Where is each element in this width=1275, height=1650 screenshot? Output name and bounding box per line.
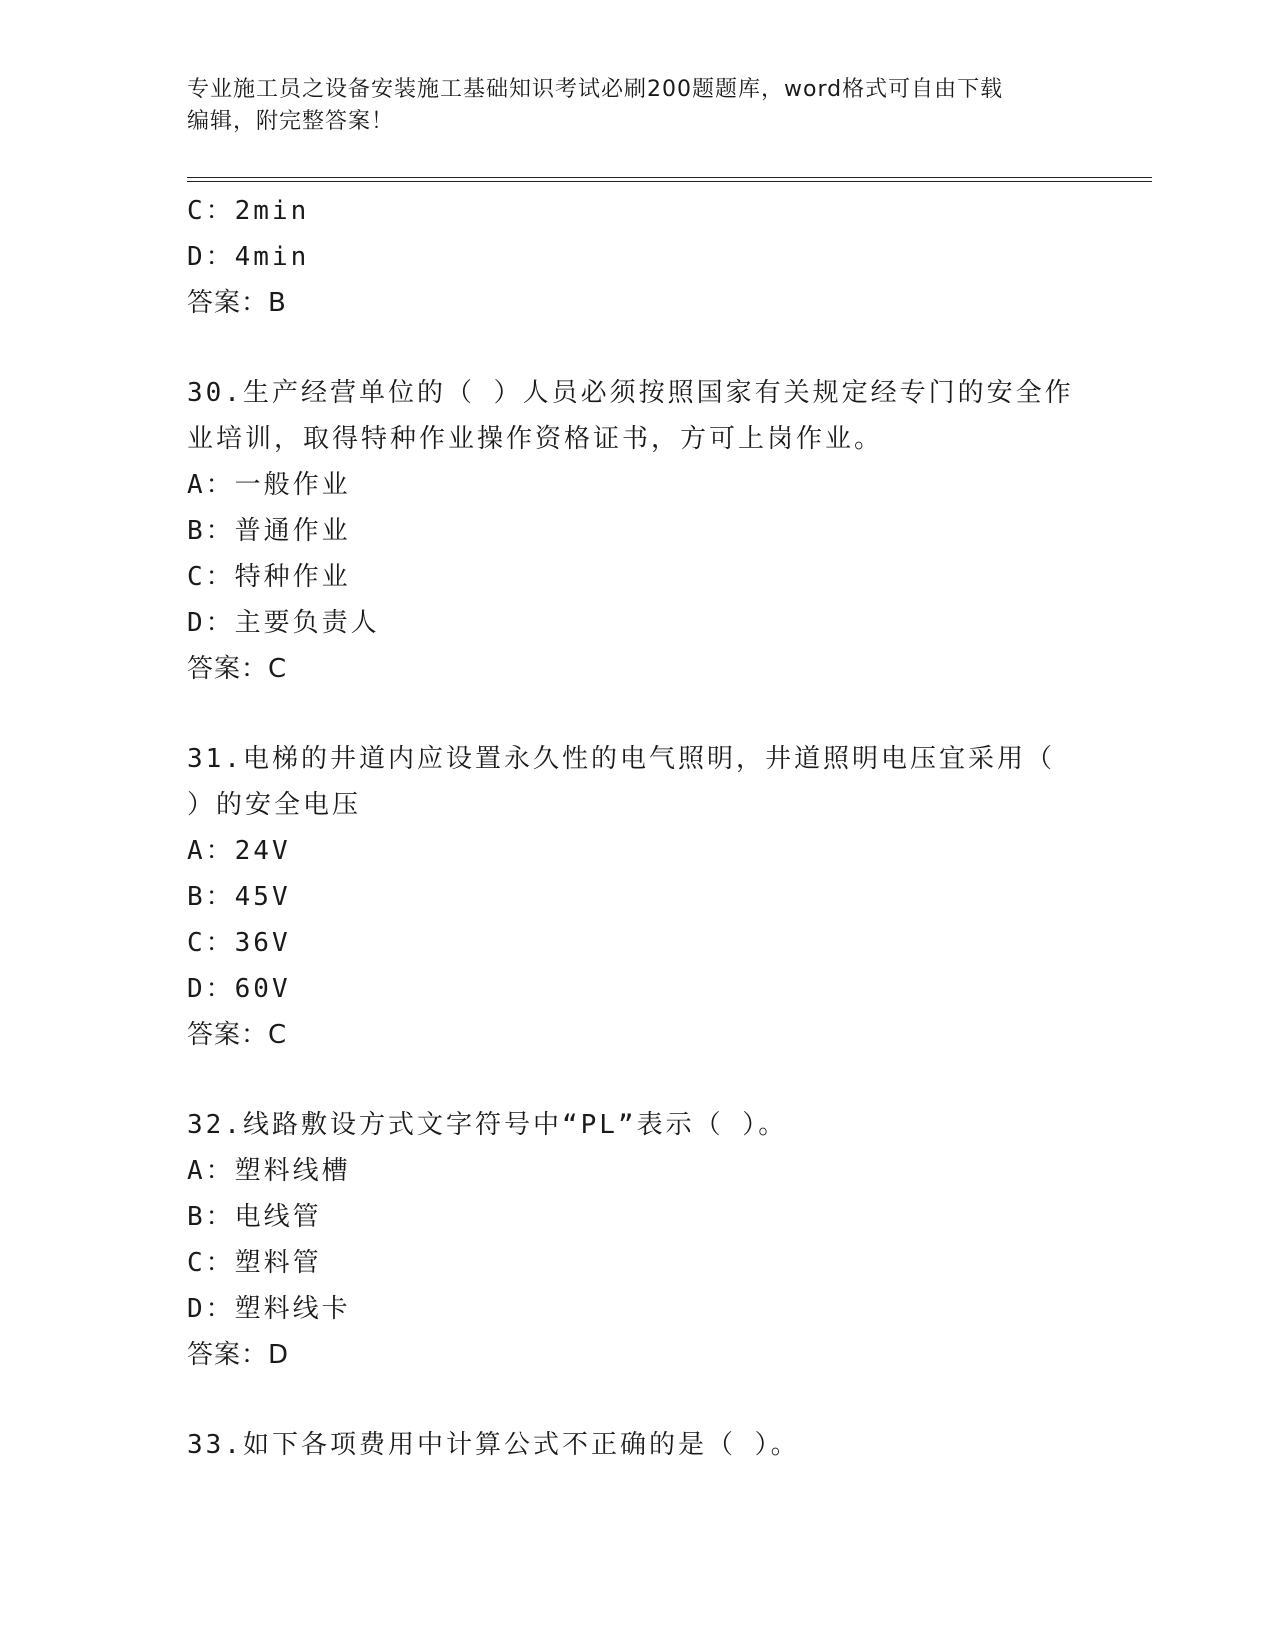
document-header (187, 74, 1067, 138)
answer: 答案：D (187, 1340, 290, 1370)
question-stem-continued: 业培训，取得特种作业操作资格证书，方可上岗作业。 (187, 424, 884, 454)
question-32 (187, 1102, 1067, 1378)
header-divider-bottom (187, 181, 1152, 182)
option-d: D：60V (187, 974, 291, 1004)
question-33 (187, 1422, 1067, 1468)
header-line-2: 编辑，附完整答案！ (187, 109, 395, 134)
option-c: C：塑料管 (187, 1248, 322, 1278)
answer: 答案：C (187, 654, 288, 684)
question-31 (187, 736, 1067, 1058)
answer: 答案：B (187, 288, 287, 318)
option-a: A：塑料线槽 (187, 1156, 351, 1186)
option-c: C：36V (187, 928, 291, 958)
option-b: B：普通作业 (187, 516, 351, 546)
question-stem: 30.生产经营单位的（ ）人员必须按照国家有关规定经专门的安全作 (187, 378, 1074, 408)
question-gap (187, 326, 1067, 370)
option-a: A：一般作业 (187, 470, 351, 500)
option-b: B：45V (187, 882, 291, 912)
question-stem: 32.线路敷设方式文字符号中“PL”表示（ ）。 (187, 1110, 788, 1140)
option-d: D：4min (187, 242, 310, 272)
question-stem: 31.电梯的井道内应设置永久性的电气照明，井道照明电压宜采用（ (187, 744, 1055, 774)
option-a: A：24V (187, 836, 291, 866)
document-body (187, 188, 1074, 1468)
option-d: D：主要负责人 (187, 608, 380, 638)
question-stem-continued: ）的安全电压 (187, 790, 362, 820)
option-c: C：2min (187, 196, 310, 226)
option-d: D：塑料线卡 (187, 1294, 351, 1324)
option-b: B：电线管 (187, 1202, 322, 1232)
question-29-tail (187, 188, 1067, 326)
header-divider-top (187, 177, 1152, 178)
answer: 答案：C (187, 1020, 288, 1050)
question-gap (187, 1378, 1067, 1422)
question-gap (187, 1058, 1067, 1102)
header-line-1: 专业施工员之设备安装施工基础知识考试必刷200题题库，word格式可自由下载 (187, 77, 1004, 102)
question-gap (187, 692, 1067, 736)
question-stem: 33.如下各项费用中计算公式不正确的是（ ）。 (187, 1430, 800, 1460)
option-c: C：特种作业 (187, 562, 351, 592)
question-30 (187, 370, 1074, 692)
